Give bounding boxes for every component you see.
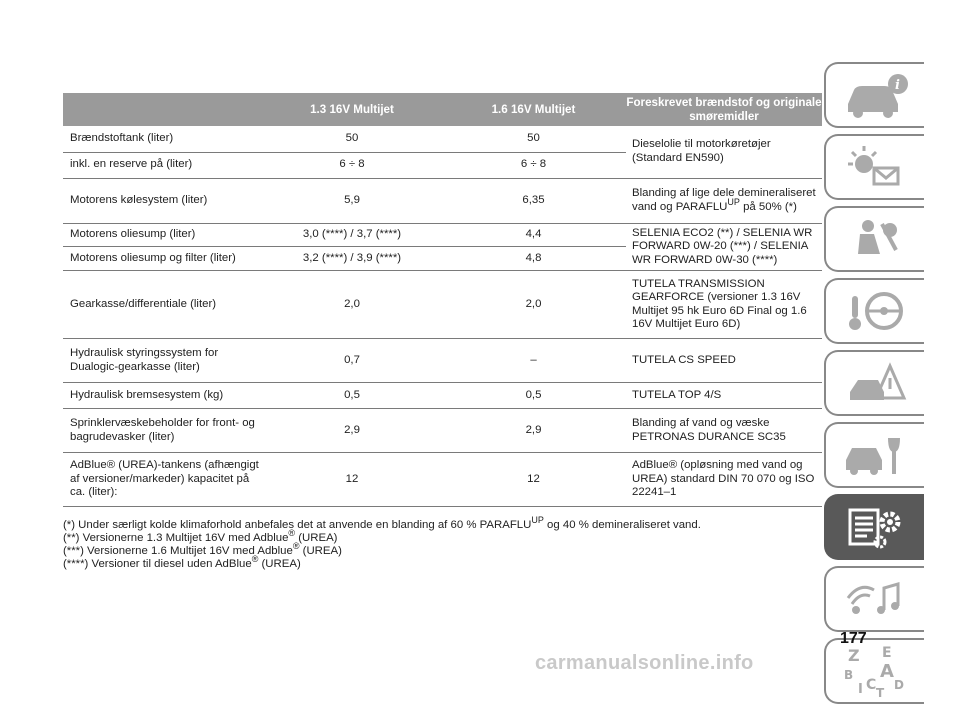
- tab-emergency[interactable]: [824, 350, 924, 416]
- footnote-1: [63, 515, 823, 532]
- cell-1-6: 2,0: [441, 271, 626, 339]
- svg-text:I: I: [858, 682, 863, 697]
- specifications-table: [63, 93, 822, 507]
- cell-1-3: 2,9: [263, 409, 441, 453]
- cell-gearbox: TUTELA TRANSMISSION GEARFORCE (versioner 1.3 16V Multijet 95 hk Euro 6D Final og 1.6 16V Multijet Euro 6D): [626, 271, 822, 339]
- svg-text:T: T: [876, 686, 885, 699]
- table-row: [63, 339, 822, 383]
- footnote-4: [63, 554, 823, 571]
- cell-1-6: 2,9: [441, 409, 626, 453]
- row-label: Motorens oliesump og filter (liter): [63, 247, 263, 271]
- footnote-4-superscript: ®: [251, 554, 259, 565]
- footnote-2: [63, 528, 823, 545]
- warning-lights-icon: [840, 142, 910, 192]
- cell-1-6: 50: [441, 126, 626, 152]
- cell-engine-oil: SELENIA ECO2 (**) / SELENIA WR FORWARD 0W-20 (***) / SELENIA WR FORWARD 0W-30 (****): [626, 223, 822, 271]
- row-label: Hydraulisk bremsesystem (kg): [63, 383, 263, 409]
- steering-key-icon: [840, 286, 910, 336]
- car-maintenance-icon: [840, 430, 910, 480]
- cell-1-6: 12: [441, 453, 626, 507]
- footnote-3-text: (***) Versionerne 1.6 Multijet 16V med Adblue: [63, 545, 293, 557]
- cell-1-6: 4,4: [441, 223, 626, 247]
- cell-washer: Blanding af vand og væske PETRONAS DURANCE SC35: [626, 409, 822, 453]
- alphabetical-index-icon: [840, 643, 910, 699]
- footnote-4-end: (UREA): [258, 558, 301, 570]
- header-fuel-lubricants: Foreskrevet brændstof og originale smøremidler: [626, 93, 822, 126]
- svg-text:A: A: [880, 661, 894, 682]
- row-label: Motorens kølesystem (liter): [63, 178, 263, 223]
- safety-airbag-icon: [840, 214, 910, 264]
- footnote-4-text: (****) Versioner til diesel uden AdBlue: [63, 558, 252, 570]
- footnote-1-superscript: UP: [531, 515, 544, 526]
- svg-text:B: B: [844, 668, 854, 682]
- table-row: [63, 271, 822, 339]
- page-number: 177: [840, 630, 867, 647]
- tab-safety[interactable]: [824, 206, 924, 272]
- tab-maintenance[interactable]: [824, 422, 924, 488]
- cell-1-3: 0,7: [263, 339, 441, 383]
- chapter-tabs: [824, 62, 930, 710]
- tab-starting-driving[interactable]: [824, 278, 924, 344]
- cell-adblue: AdBlue® (opløsning med vand og UREA) standard DIN 70 070 og ISO 22241–1: [626, 453, 822, 507]
- row-label: Motorens oliesump (liter): [63, 223, 263, 247]
- footnote-3-superscript: ®: [292, 541, 300, 552]
- table-row: [63, 409, 822, 453]
- cell-1-3: 50: [263, 126, 441, 152]
- table-row: [63, 383, 822, 409]
- technical-data-icon: [840, 502, 910, 552]
- footnote-2-text: (**) Versionerne 1.3 Multijet 16V med Adblue: [63, 532, 289, 544]
- footnote-1-text: (*) Under særligt kolde klimaforhold anbefales det at anvende en blanding af 60 % PARAFLU: [63, 519, 532, 531]
- table-row: [63, 126, 822, 152]
- cell-dualogic: TUTELA CS SPEED: [626, 339, 822, 383]
- cell-1-3: 6 ÷ 8: [263, 152, 441, 178]
- cell-1-3: 3,0 (****) / 3,7 (****): [263, 223, 441, 247]
- coolant-text: Blanding af lige dele demineraliseret vand og PARAFLU: [632, 187, 816, 213]
- svg-text:Z: Z: [848, 646, 860, 665]
- cell-1-3: 3,2 (****) / 3,9 (****): [263, 247, 441, 271]
- table-header-row: [63, 93, 822, 126]
- header-1-6-multijet: 1.6 16V Multijet: [441, 93, 626, 126]
- footnote-3-end: (UREA): [299, 545, 342, 557]
- footnote-2-superscript: ®: [288, 528, 296, 539]
- multimedia-icon: [840, 574, 910, 624]
- cell-coolant: [626, 178, 822, 223]
- cell-1-6: 6,35: [441, 178, 626, 223]
- svg-text:C: C: [866, 677, 877, 693]
- tab-car-info[interactable]: [824, 62, 924, 128]
- cell-1-6: –: [441, 339, 626, 383]
- row-label: Brændstoftank (liter): [63, 126, 263, 152]
- table-row: [63, 453, 822, 507]
- tab-multimedia[interactable]: [824, 566, 924, 632]
- tab-warning-lights[interactable]: [824, 134, 924, 200]
- row-label: Gearkasse/differentiale (liter): [63, 271, 263, 339]
- cell-1-6: 6 ÷ 8: [441, 152, 626, 178]
- emergency-triangle-icon: [840, 358, 910, 408]
- footnote-1-end: og 40 % demineraliseret vand.: [543, 519, 701, 531]
- table-row: [63, 178, 822, 223]
- header-blank: [63, 93, 263, 126]
- footnote-2-end: (UREA): [295, 532, 338, 544]
- footnote-3: [63, 541, 823, 558]
- tab-index[interactable]: [824, 638, 924, 704]
- row-label: Sprinklervæskebeholder for front- og bagrudevasker (liter): [63, 409, 263, 453]
- cell-1-6: 4,8: [441, 247, 626, 271]
- coolant-text-end: på 50% (*): [739, 200, 797, 213]
- footnotes: [63, 515, 823, 571]
- table-row: [63, 223, 822, 247]
- svg-text:E: E: [882, 645, 892, 661]
- cell-1-6: 0,5: [441, 383, 626, 409]
- cell-brake: TUTELA TOP 4/S: [626, 383, 822, 409]
- cell-1-3: 5,9: [263, 178, 441, 223]
- cell-fuel: Dieselolie til motorkøretøjer (Standard EN590): [626, 126, 822, 178]
- row-label: inkl. en reserve på (liter): [63, 152, 263, 178]
- cell-1-3: 12: [263, 453, 441, 507]
- car-info-icon: [840, 70, 910, 120]
- tab-technical-data[interactable]: [824, 494, 924, 560]
- cell-1-3: 2,0: [263, 271, 441, 339]
- watermark: carmanualsonline.info: [535, 652, 754, 674]
- row-label: AdBlue® (UREA)-tankens (afhængigt af versioner/markeder) kapacitet på ca. (liter):: [63, 453, 263, 507]
- cell-1-3: 0,5: [263, 383, 441, 409]
- coolant-superscript: UP: [727, 196, 740, 207]
- svg-text:D: D: [894, 678, 904, 692]
- header-1-3-multijet: 1.3 16V Multijet: [263, 93, 441, 126]
- svg-text:i: i: [895, 78, 900, 93]
- row-label: Hydraulisk styringssystem for Dualogic-gearkasse (liter): [63, 339, 263, 383]
